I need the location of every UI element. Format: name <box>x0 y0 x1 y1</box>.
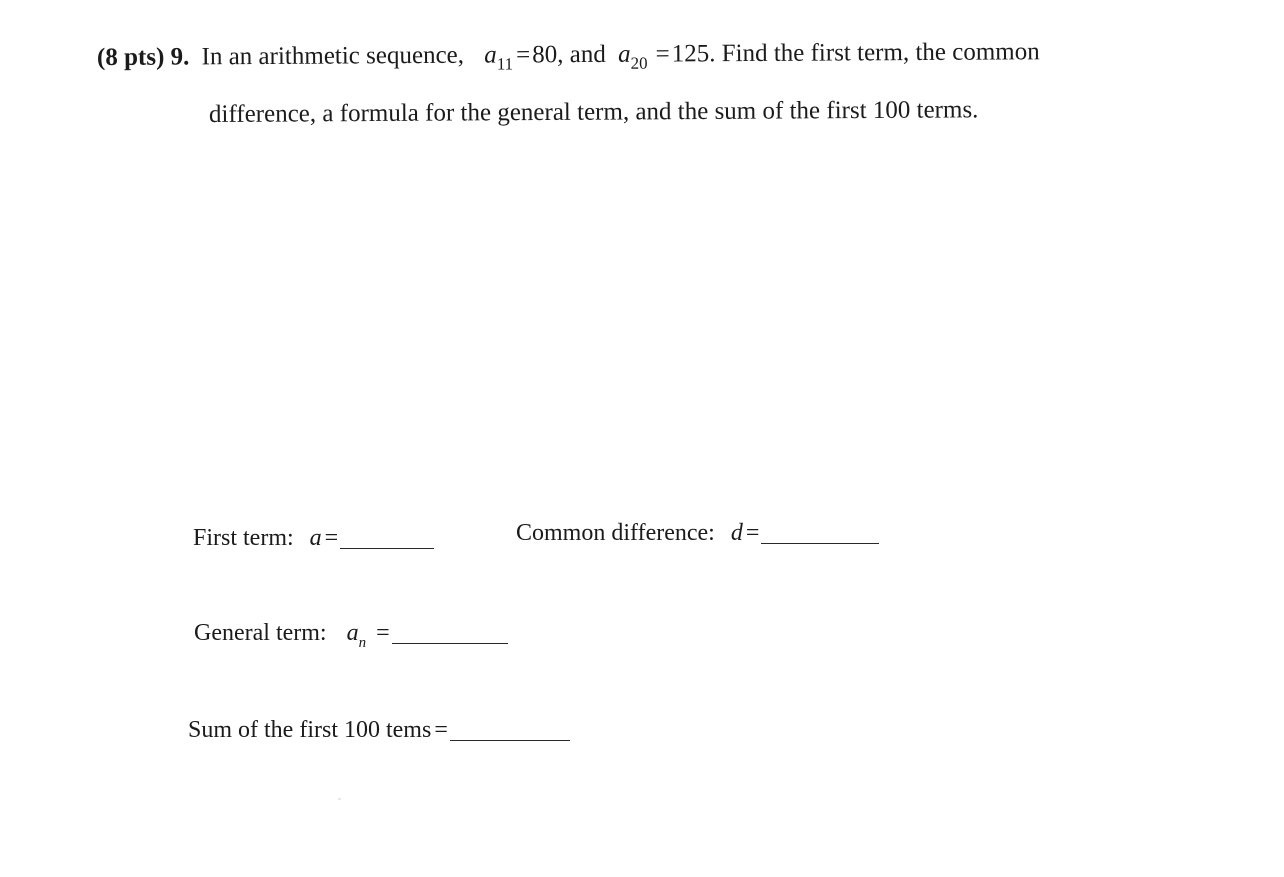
first-term-equals: = <box>324 525 339 551</box>
question-joiner: , and <box>557 40 606 69</box>
term-a20-value: 125 <box>671 40 710 68</box>
sum-equals: = <box>434 717 448 743</box>
common-difference-var: d <box>730 520 743 546</box>
sum-label: Sum of the first 100 tems <box>188 717 432 743</box>
question-line1-rest: . Find the first term, the common <box>709 38 1040 68</box>
first-term-var: a <box>309 525 322 551</box>
term-a20-subscript: 20 <box>630 53 648 73</box>
term-a20 <box>617 40 710 73</box>
question-intro: In an arithmetic sequence, <box>201 41 465 71</box>
term-a11-equals: = <box>516 41 531 69</box>
question-number: 9. <box>170 43 190 71</box>
general-term-subscript: n <box>358 635 367 651</box>
general-term-equals: = <box>376 620 390 646</box>
common-difference-row <box>516 521 879 545</box>
question-points: (8 pts) <box>96 43 165 71</box>
common-difference-equals: = <box>745 520 760 546</box>
question-line-2: difference, a formula for the general term, and the sum of the first 100 terms. <box>208 96 979 128</box>
term-a11-value: 80 <box>532 41 558 69</box>
common-difference-answer-blank[interactable] <box>761 542 879 544</box>
first-term-row <box>193 526 434 550</box>
common-difference-label: Common difference: <box>516 520 715 546</box>
general-term-label: General term: <box>194 620 327 646</box>
general-term-var: a <box>346 620 359 646</box>
sum-answer-blank[interactable] <box>450 739 570 741</box>
scan-speck <box>338 798 341 800</box>
general-term-answer-blank[interactable] <box>392 642 508 644</box>
term-a11 <box>484 41 558 74</box>
first-term-label: First term: <box>193 525 294 551</box>
term-a20-equals: = <box>655 40 670 68</box>
sum-row <box>188 718 570 742</box>
general-term-row <box>194 621 508 651</box>
question-line-1 <box>97 39 1040 75</box>
term-a11-subscript: 11 <box>496 54 514 74</box>
term-a11-var: a <box>484 41 497 69</box>
term-a20-var: a <box>617 40 631 68</box>
first-term-answer-blank[interactable] <box>340 547 434 549</box>
